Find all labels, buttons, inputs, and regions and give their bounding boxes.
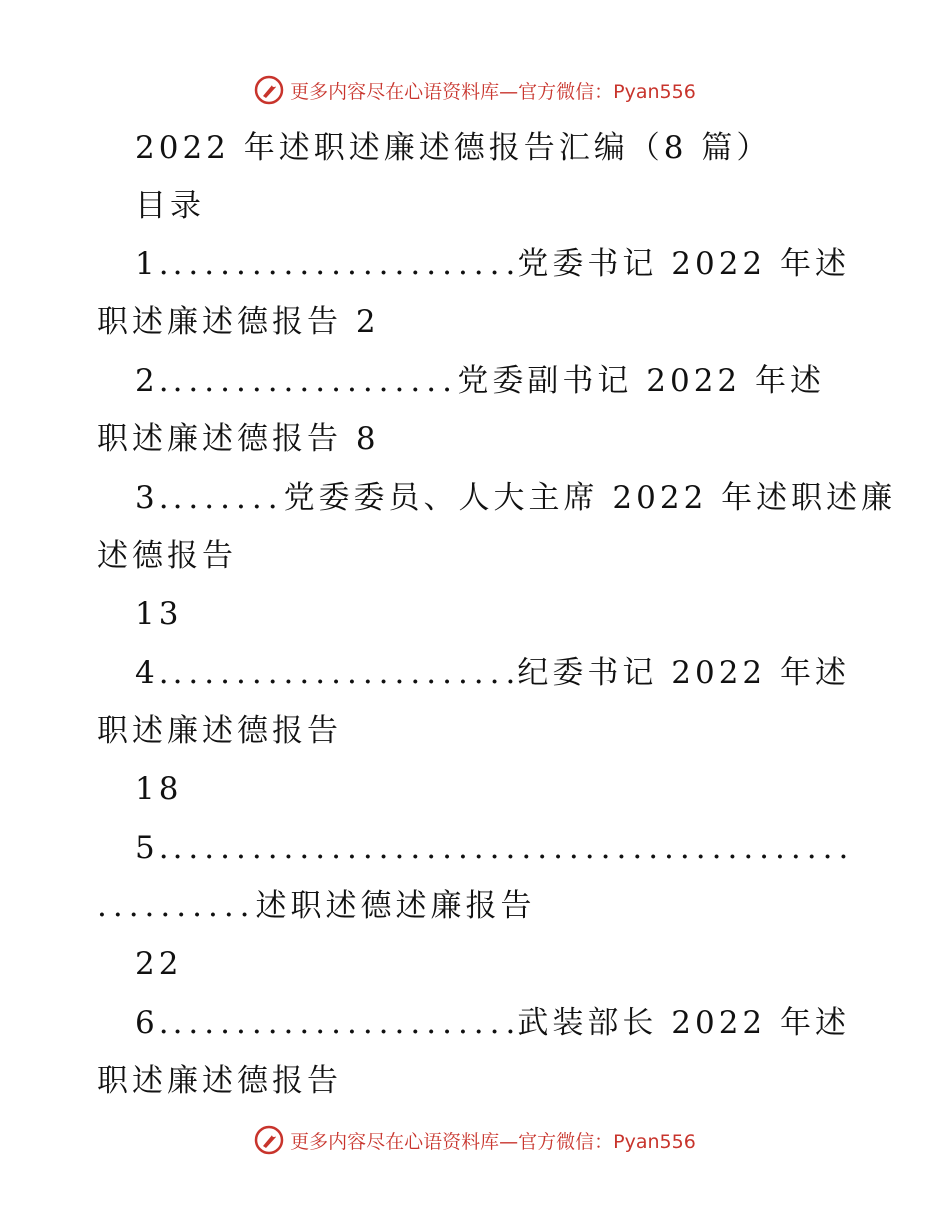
- toc-entry-3: [135, 478, 897, 518]
- toc-entry-number: 3.: [135, 480, 173, 516]
- footer-banner: [0, 1122, 950, 1158]
- toc-entry-5: [135, 828, 850, 868]
- toc-entry-title: 党委委员、人大主席 2022 年述职述廉: [283, 480, 897, 516]
- toc-leader-dots: .......: [172, 480, 284, 516]
- toc-entry-title: 述职述德述廉报告: [255, 888, 536, 924]
- toc-entry-title: 纪委书记 2022 年述: [517, 655, 850, 691]
- toc-entry-1: [135, 244, 850, 284]
- toc-entry-number: 2.: [135, 363, 173, 399]
- toc-entry-6-continued: 职述廉述德报告: [97, 1063, 342, 1099]
- toc-entry-4-page: 18: [135, 771, 183, 807]
- toc-entry-5-continued: [97, 886, 536, 926]
- toc-entry-2-continued: 职述廉述德报告 8: [97, 421, 380, 457]
- toc-entry-1-continued: 职述廉述德报告 2: [97, 304, 380, 340]
- banner-text: 更多内容尽在心语资料库—官方微信：Pyan556: [290, 80, 696, 103]
- toc-entry-title: 党委副书记 2022 年述: [457, 363, 825, 399]
- pen-logo-icon: [254, 75, 284, 105]
- document-title: 2022 年述职述廉述德报告汇编（8 篇）: [135, 130, 772, 166]
- toc-entry-3-continued: 述德报告: [97, 538, 237, 574]
- toc-leader-dots: [173, 1003, 518, 1043]
- toc-entry-2: [135, 361, 825, 401]
- toc-entry-number: 1.: [135, 246, 173, 282]
- toc-entry-6: [135, 1003, 850, 1043]
- toc-entry-title: 党委书记 2022 年述: [517, 246, 850, 282]
- toc-leader-dots: ..........: [97, 888, 256, 924]
- pen-logo-icon: [254, 1125, 284, 1155]
- banner-text: 更多内容尽在心语资料库—官方微信：Pyan556: [290, 1130, 696, 1153]
- toc-leader-dots: [173, 244, 518, 284]
- toc-entry-5-page: 22: [135, 946, 183, 982]
- toc-leader-dots: [173, 828, 850, 868]
- header-banner: [0, 72, 950, 108]
- toc-leader-dots: [173, 653, 518, 693]
- toc-heading: 目录: [135, 188, 205, 224]
- toc-entry-4: [135, 653, 850, 693]
- toc-leader-dots: [173, 361, 458, 401]
- toc-entry-title: 武装部长 2022 年述: [517, 1005, 850, 1041]
- toc-entry-number: 5.: [135, 830, 173, 866]
- toc-entry-number: 6.: [135, 1005, 173, 1041]
- toc-entry-4-continued: 职述廉述德报告: [97, 713, 342, 749]
- toc-entry-number: 4.: [135, 655, 173, 691]
- toc-entry-3-page: 13: [135, 596, 183, 632]
